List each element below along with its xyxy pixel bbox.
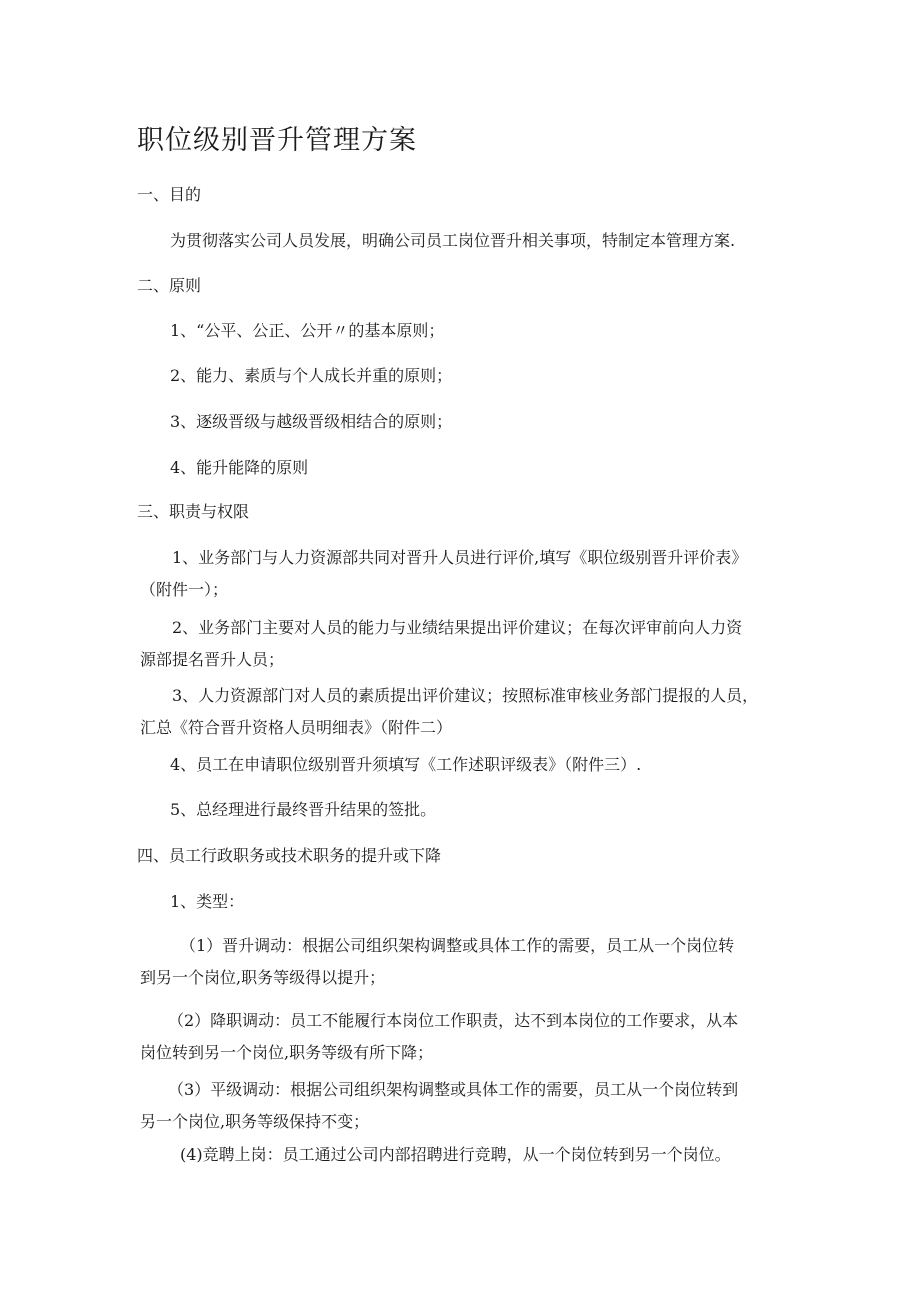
- type-line: 另一个岗位,职务等级保持不变；: [140, 1112, 370, 1131]
- page-title: 职位级别晋升管理方案: [137, 125, 417, 156]
- responsibility-item: [140, 542, 780, 606]
- section-heading-principles: 二、原则: [137, 276, 202, 295]
- type-item: [140, 1005, 780, 1069]
- responsibility-item: 4、员工在申请职位级别晋升须填写《工作述职评级表》（附件三）.: [170, 755, 642, 774]
- types-label: 1、类型：: [170, 892, 245, 911]
- section-heading-purpose: 一、目的: [137, 185, 202, 204]
- principle-item: 2、能力、素质与个人成长并重的原则；: [170, 366, 453, 385]
- principle-item: 1、“公平、公正、公开〃的基本原则；: [170, 321, 445, 340]
- purpose-text: 为贯彻落实公司人员发展，明确公司员工岗位晋升相关事项，特制定本管理方案.: [170, 231, 736, 250]
- type-item: (4)竞聘上岗：员工通过公司内部招聘进行竞聘，从一个岗位转到另一个岗位。: [180, 1145, 731, 1164]
- principle-item: 3、逐级晋级与越级晋级相结合的原则；: [170, 412, 453, 431]
- type-line: 岗位转到另一个岗位,职务等级有所下降；: [140, 1043, 434, 1062]
- type-line: （3）平级调动：根据公司组织架构调整或具体工作的需要，员工从一个岗位转到: [168, 1080, 739, 1099]
- type-line: （2）降职调动：员工不能履行本岗位工作职责，达不到本岗位的工作要求，从本: [168, 1011, 739, 1030]
- type-item: [140, 1074, 780, 1138]
- responsibility-item: 5、总经理进行最终晋升结果的签批。: [170, 800, 437, 819]
- responsibility-line: 1、业务部门与人力资源部共同对晋升人员进行评价,填写《职位级别晋升评价表》: [172, 548, 748, 567]
- responsibility-item: [140, 680, 780, 744]
- section-heading-promotion: 四、员工行政职务或技术职务的提升或下降: [137, 846, 442, 865]
- responsibility-line: 源部提名晋升人员；: [140, 650, 285, 669]
- responsibility-item: [140, 612, 780, 676]
- type-item: [140, 930, 780, 994]
- responsibility-line: 2、业务部门主要对人员的能力与业绩结果提出评价建议；在每次评审前向人力资: [172, 618, 743, 637]
- type-line: （1）晋升调动：根据公司组织架构调整或具体工作的需要，员工从一个岗位转: [180, 936, 735, 955]
- section-heading-responsibilities: 三、职责与权限: [137, 502, 250, 521]
- responsibility-line: 汇总《符合晋升资格人员明细表》（附件二）: [140, 718, 453, 737]
- responsibility-line: （附件一）；: [140, 580, 229, 599]
- principle-item: 4、能升能降的原则: [170, 458, 309, 477]
- type-line: 到另一个岗位,职务等级得以提升；: [140, 968, 386, 987]
- responsibility-line: 3、人力资源部门对人员的素质提出评价建议；按照标准审核业务部门提报的人员，: [172, 686, 759, 705]
